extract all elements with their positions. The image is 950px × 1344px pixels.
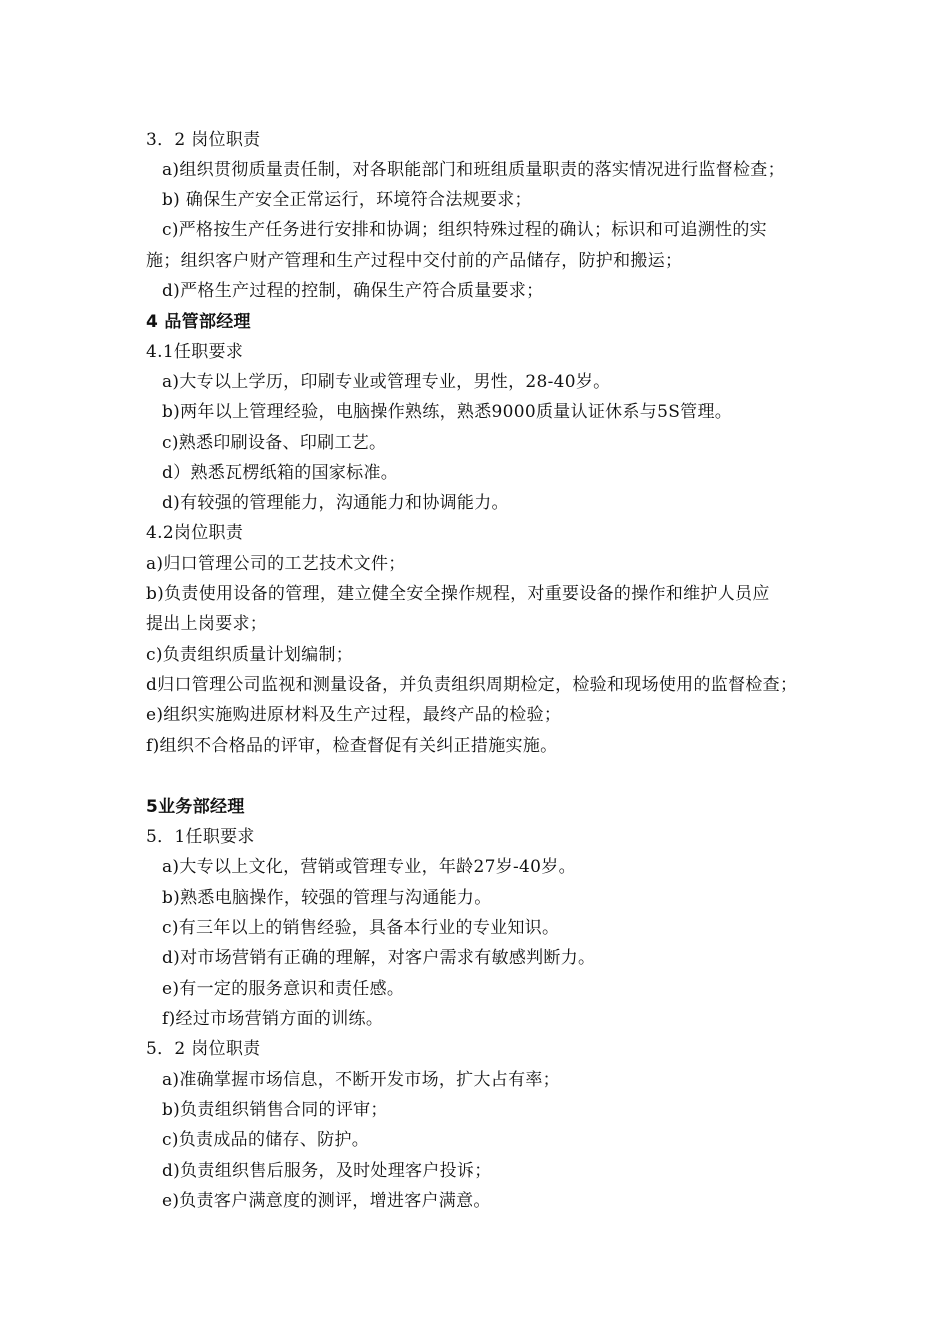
section-title-5: 5业务部经理: [146, 797, 245, 817]
requirement-item: e)有一定的服务意识和责任感。: [162, 979, 405, 999]
duty-item: c)负责成品的储存、防护。: [162, 1130, 370, 1150]
duty-item: b) 确保生产安全正常运行，环境符合法规要求；: [162, 190, 532, 210]
duty-item: a)组织贯彻质量责任制，对各职能部门和班组质量职责的落实情况进行监督检查；: [162, 160, 785, 180]
duty-item-continuation: 施；组织客户财产管理和生产过程中交付前的产品储存，防护和搬运；: [146, 251, 683, 271]
duty-item: d)严格生产过程的控制，确保生产符合质量要求；: [162, 281, 544, 301]
requirement-item: d)有较强的管理能力，沟通能力和协调能力。: [162, 493, 509, 513]
section-heading-4-1: 4.1任职要求: [146, 342, 244, 362]
section-heading-5-1: 5．1任职要求: [146, 827, 255, 847]
duty-item-continuation: 提出上岗要求；: [146, 614, 268, 634]
requirement-item: c)有三年以上的销售经验，具备本行业的专业知识。: [162, 918, 560, 938]
requirement-item: b)熟悉电脑操作，较强的管理与沟通能力。: [162, 888, 492, 908]
duty-item: c)负责组织质量计划编制；: [146, 645, 354, 665]
duty-item: b)负责使用设备的管理，建立健全安全操作规程，对重要设备的操作和维护人员应: [146, 584, 770, 604]
requirement-item: a)大专以上文化，营销或管理专业，年龄27岁-40岁。: [162, 857, 576, 877]
duty-item: b)负责组织销售合同的评审；: [162, 1100, 388, 1120]
requirement-item: d）熟悉瓦楞纸箱的国家标准。: [162, 463, 399, 483]
requirement-item: d)对市场营销有正确的理解，对客户需求有敏感判断力。: [162, 948, 596, 968]
duty-item: d归口管理公司监视和测量设备，并负责组织周期检定，检验和现场使用的监督检查；: [146, 675, 798, 695]
section-heading-5-2: 5．2 岗位职责: [146, 1039, 261, 1059]
duty-item: e)负责客户满意度的测评，增进客户满意。: [162, 1191, 491, 1211]
section-heading-3-2: 3．2 岗位职责: [146, 130, 261, 150]
duty-item: f)组织不合格品的评审，检查督促有关纠正措施实施。: [146, 736, 558, 756]
duty-item: c)严格按生产任务进行安排和协调；组织特殊过程的确认；标识和可追溯性的实: [162, 220, 767, 240]
section-heading-4-2: 4.2岗位职责: [146, 523, 244, 543]
requirement-item: a)大专以上学历，印刷专业或管理专业，男性，28-40岁。: [162, 372, 611, 392]
duty-item: d)负责组织售后服务，及时处理客户投诉；: [162, 1161, 492, 1181]
duty-item: a)归口管理公司的工艺技术文件；: [146, 554, 406, 574]
requirement-item: f)经过市场营销方面的训练。: [162, 1009, 384, 1029]
duty-item: e)组织实施购进原材料及生产过程，最终产品的检验；: [146, 705, 562, 725]
duty-item: a)准确掌握市场信息，不断开发市场，扩大占有率；: [162, 1070, 560, 1090]
requirement-item: b)两年以上管理经验，电脑操作熟练，熟悉9000质量认证休系与5S管理。: [162, 402, 733, 422]
requirement-item: c)熟悉印刷设备、印刷工艺。: [162, 433, 387, 453]
section-title-4: 4 品管部经理: [146, 312, 251, 332]
